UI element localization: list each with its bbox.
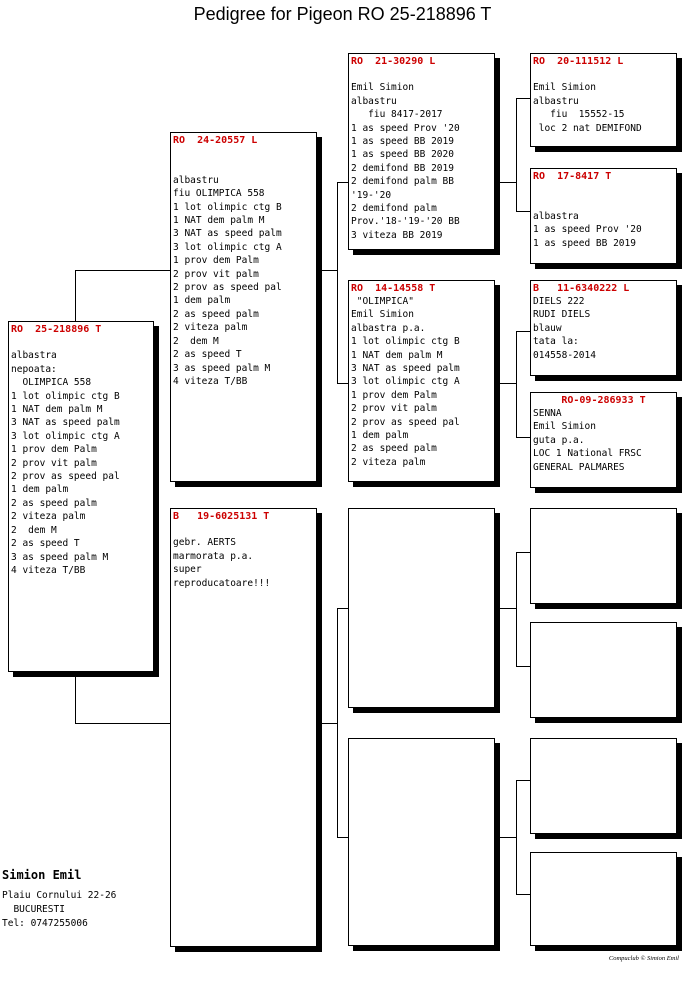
info-line: 1 NAT dem palm M (173, 215, 265, 227)
info-line: 2 prov as speed pal (351, 416, 460, 428)
pedigree-box-dam-sire (348, 508, 495, 708)
info-line: 1 dem palm (11, 484, 69, 496)
page-title: Pedigree for Pigeon RO 25-218896 T (193, 4, 492, 24)
sd-dam-lines (533, 407, 674, 474)
info-line: albastru (351, 95, 397, 107)
info-line: 2 as speed T (11, 538, 80, 550)
connector-line (337, 608, 338, 838)
ss-dam-lines (533, 183, 674, 250)
info-line: 1 as speed BB 2020 (351, 149, 454, 161)
info-line: 2 as speed T (173, 349, 242, 361)
info-line: 1 NAT dem palm M (11, 404, 103, 416)
ring-number: RO 24-20557 L (173, 135, 258, 146)
ring-number: B 11-6340222 L (533, 283, 630, 294)
info-line: Prov.'18-'19-'20 BB (351, 216, 460, 228)
sire-lines (173, 147, 314, 388)
info-line: 2 demifond palm (351, 203, 437, 215)
connector-line (75, 270, 76, 322)
info-line: 1 as speed Prov '20 (533, 224, 642, 236)
info-line: 1 dem palm (173, 295, 231, 307)
info-line: 3 NAT as speed palm (11, 417, 120, 429)
connector-line (75, 723, 171, 724)
info-line: albastra (533, 210, 579, 222)
connector-line (516, 98, 530, 99)
info-line: 2 as speed palm (173, 308, 259, 320)
pedigree-box-sd-sire (530, 280, 677, 376)
info-line: guta p.a. (533, 434, 585, 446)
info-line: LOC 1 National FRSC (533, 448, 642, 460)
connector-line (516, 552, 530, 553)
info-line: 2 prov as speed pal (11, 471, 120, 483)
info-line: nepoata: (11, 363, 57, 375)
info-line: marmorata p.a. (173, 550, 254, 562)
info-line: loc 2 nat DEMIFOND (533, 122, 642, 134)
info-line: 2 viteza palm (11, 511, 86, 523)
pedigree-box-ss-dam (530, 168, 677, 264)
connector-line (516, 894, 530, 895)
connector-line (516, 211, 530, 212)
info-line: 2 as speed palm (11, 497, 97, 509)
info-line: 014558-2014 (533, 349, 596, 361)
info-line: Emil Simion (351, 82, 414, 94)
info-line: 3 viteza BB 2019 (351, 229, 443, 241)
info-line: 2 viteza palm (173, 322, 248, 334)
owner-city: BUCURESTI (2, 904, 65, 915)
info-line: SENNA (533, 408, 562, 419)
info-line: albastra p.a. (351, 322, 426, 334)
footer-credit: Compuclub © Simion Emil (608, 955, 679, 962)
info-line: 1 lot olimpic ctg B (351, 336, 460, 348)
ring-number: RO 14-14558 T (351, 283, 436, 294)
ring-number: RO 20-111512 L (533, 56, 624, 67)
info-line: 2 prov as speed pal (173, 282, 282, 294)
info-line: tata la: (533, 336, 579, 348)
connector-line (495, 182, 516, 183)
info-line: Emil Simion (351, 309, 414, 321)
connector-line (516, 780, 530, 781)
ring-number: RO 25-218896 T (11, 324, 102, 335)
info-line: 2 prov vit palm (351, 403, 437, 415)
pedigree-box-dam (170, 508, 317, 947)
connector-line (516, 331, 517, 438)
pedigree-box-sire-sire (348, 53, 495, 250)
connector-line (516, 666, 530, 667)
owner-phone: Tel: 0747255006 (2, 918, 88, 929)
info-line: albastru (173, 174, 219, 186)
owner-name: Simion Emil (2, 868, 82, 882)
info-line: albastru (533, 95, 579, 107)
info-line: 2 dem M (173, 335, 219, 347)
connector-line (75, 270, 171, 271)
connector-line (317, 723, 337, 724)
info-line: 1 lot olimpic ctg B (11, 390, 120, 402)
connector-line (495, 608, 516, 609)
pedigree-box-ss-sire (530, 53, 677, 147)
ss-sire-lines (533, 68, 674, 135)
pedigree-box-subject (8, 321, 154, 672)
info-line (533, 68, 674, 81)
connector-line (516, 437, 530, 438)
info-line: 2 dem M (11, 524, 57, 536)
sd-sire-lines (533, 295, 674, 362)
info-line: GENERAL PALMARES (533, 461, 625, 473)
owner-address: Plaiu Cornului 22-26 (2, 890, 117, 901)
info-line: blauw (533, 322, 562, 334)
connector-line (337, 182, 338, 384)
info-line: 1 lot olimpic ctg B (173, 201, 282, 213)
info-line: 1 as speed BB 2019 (533, 237, 636, 249)
info-line: 1 as speed BB 2019 (351, 136, 454, 148)
connector-line (495, 837, 516, 838)
connector-line (495, 383, 516, 384)
info-line: albastra (11, 350, 57, 362)
subject-lines (11, 336, 151, 577)
info-line: 2 demifond BB 2019 (351, 162, 454, 174)
info-line: gebr. AERTS (173, 537, 236, 549)
info-line: 2 demifond palm BB (351, 176, 454, 188)
pedigree-box-sire (170, 132, 317, 482)
connector-line (516, 552, 517, 667)
info-line: 1 dem palm (351, 430, 409, 442)
sire-dam-lines (351, 295, 492, 469)
info-line: 2 as speed palm (351, 443, 437, 455)
info-line: 2 prov vit palm (173, 268, 259, 280)
info-line: '19-'20 (351, 189, 392, 201)
connector-line (516, 331, 530, 332)
info-line: 3 lot olimpic ctg A (351, 376, 460, 388)
pedigree-box-dam-dam (348, 738, 495, 946)
pedigree-box-sire-dam (348, 280, 495, 482)
connector-line (516, 98, 517, 212)
pedigree-box-dd-dam (530, 852, 677, 946)
info-line: 1 NAT dem palm M (351, 349, 443, 361)
info-line: OLIMPICA 558 (11, 377, 92, 389)
info-line: super (173, 564, 202, 576)
info-line: fiu 15552-15 (533, 109, 625, 121)
info-line: "OLIMPICA" (351, 296, 414, 307)
pedigree-box-ds-dam (530, 622, 677, 718)
info-line: 3 NAT as speed palm (173, 228, 282, 240)
info-line: 3 NAT as speed palm (351, 363, 460, 375)
info-line: 1 prov dem Palm (351, 389, 437, 401)
sire-sire-lines (351, 68, 492, 242)
info-line: 3 as speed palm M (173, 362, 271, 374)
info-line: Emil Simion (533, 82, 596, 94)
info-line: 4 viteza T/BB (11, 564, 86, 576)
info-line: 3 as speed palm M (11, 551, 109, 563)
info-line: reproducatoare!!! (173, 577, 271, 589)
dam-lines (173, 523, 314, 590)
info-line: 1 prov dem Palm (11, 444, 97, 456)
info-line: 2 prov vit palm (11, 457, 97, 469)
ring-number: RO 17-8417 T (533, 171, 612, 182)
connector-line (75, 672, 76, 724)
info-line (173, 160, 314, 173)
info-line (351, 68, 492, 81)
connector-line (317, 270, 337, 271)
info-line (533, 183, 674, 196)
info-line (173, 523, 314, 536)
info-line: 3 lot olimpic ctg A (173, 241, 282, 253)
info-line (173, 147, 314, 160)
connector-line (516, 780, 517, 895)
info-line: Emil Simion (533, 421, 596, 433)
pedigree-box-dd-sire (530, 738, 677, 834)
info-line: 1 prov dem Palm (173, 255, 259, 267)
info-line: fiu 8417-2017 (351, 109, 443, 121)
info-line: RUDI DIELS (533, 309, 591, 321)
info-line: 3 lot olimpic ctg A (11, 430, 120, 442)
pedigree-box-ds-sire (530, 508, 677, 604)
info-line (11, 336, 151, 349)
info-line: 4 viteza T/BB (173, 375, 248, 387)
pedigree-box-sd-dam (530, 392, 677, 488)
info-line (533, 196, 674, 209)
info-line: 1 as speed Prov '20 (351, 122, 460, 134)
ring-number: B 19-6025131 T (173, 511, 270, 522)
info-line: 2 viteza palm (351, 456, 426, 468)
info-line: DIELS 222 (533, 296, 585, 307)
ring-number: RO 21-30290 L (351, 56, 436, 67)
ring-number: RO-09-286933 T (561, 395, 646, 406)
info-line: fiu OLIMPICA 558 (173, 188, 265, 200)
